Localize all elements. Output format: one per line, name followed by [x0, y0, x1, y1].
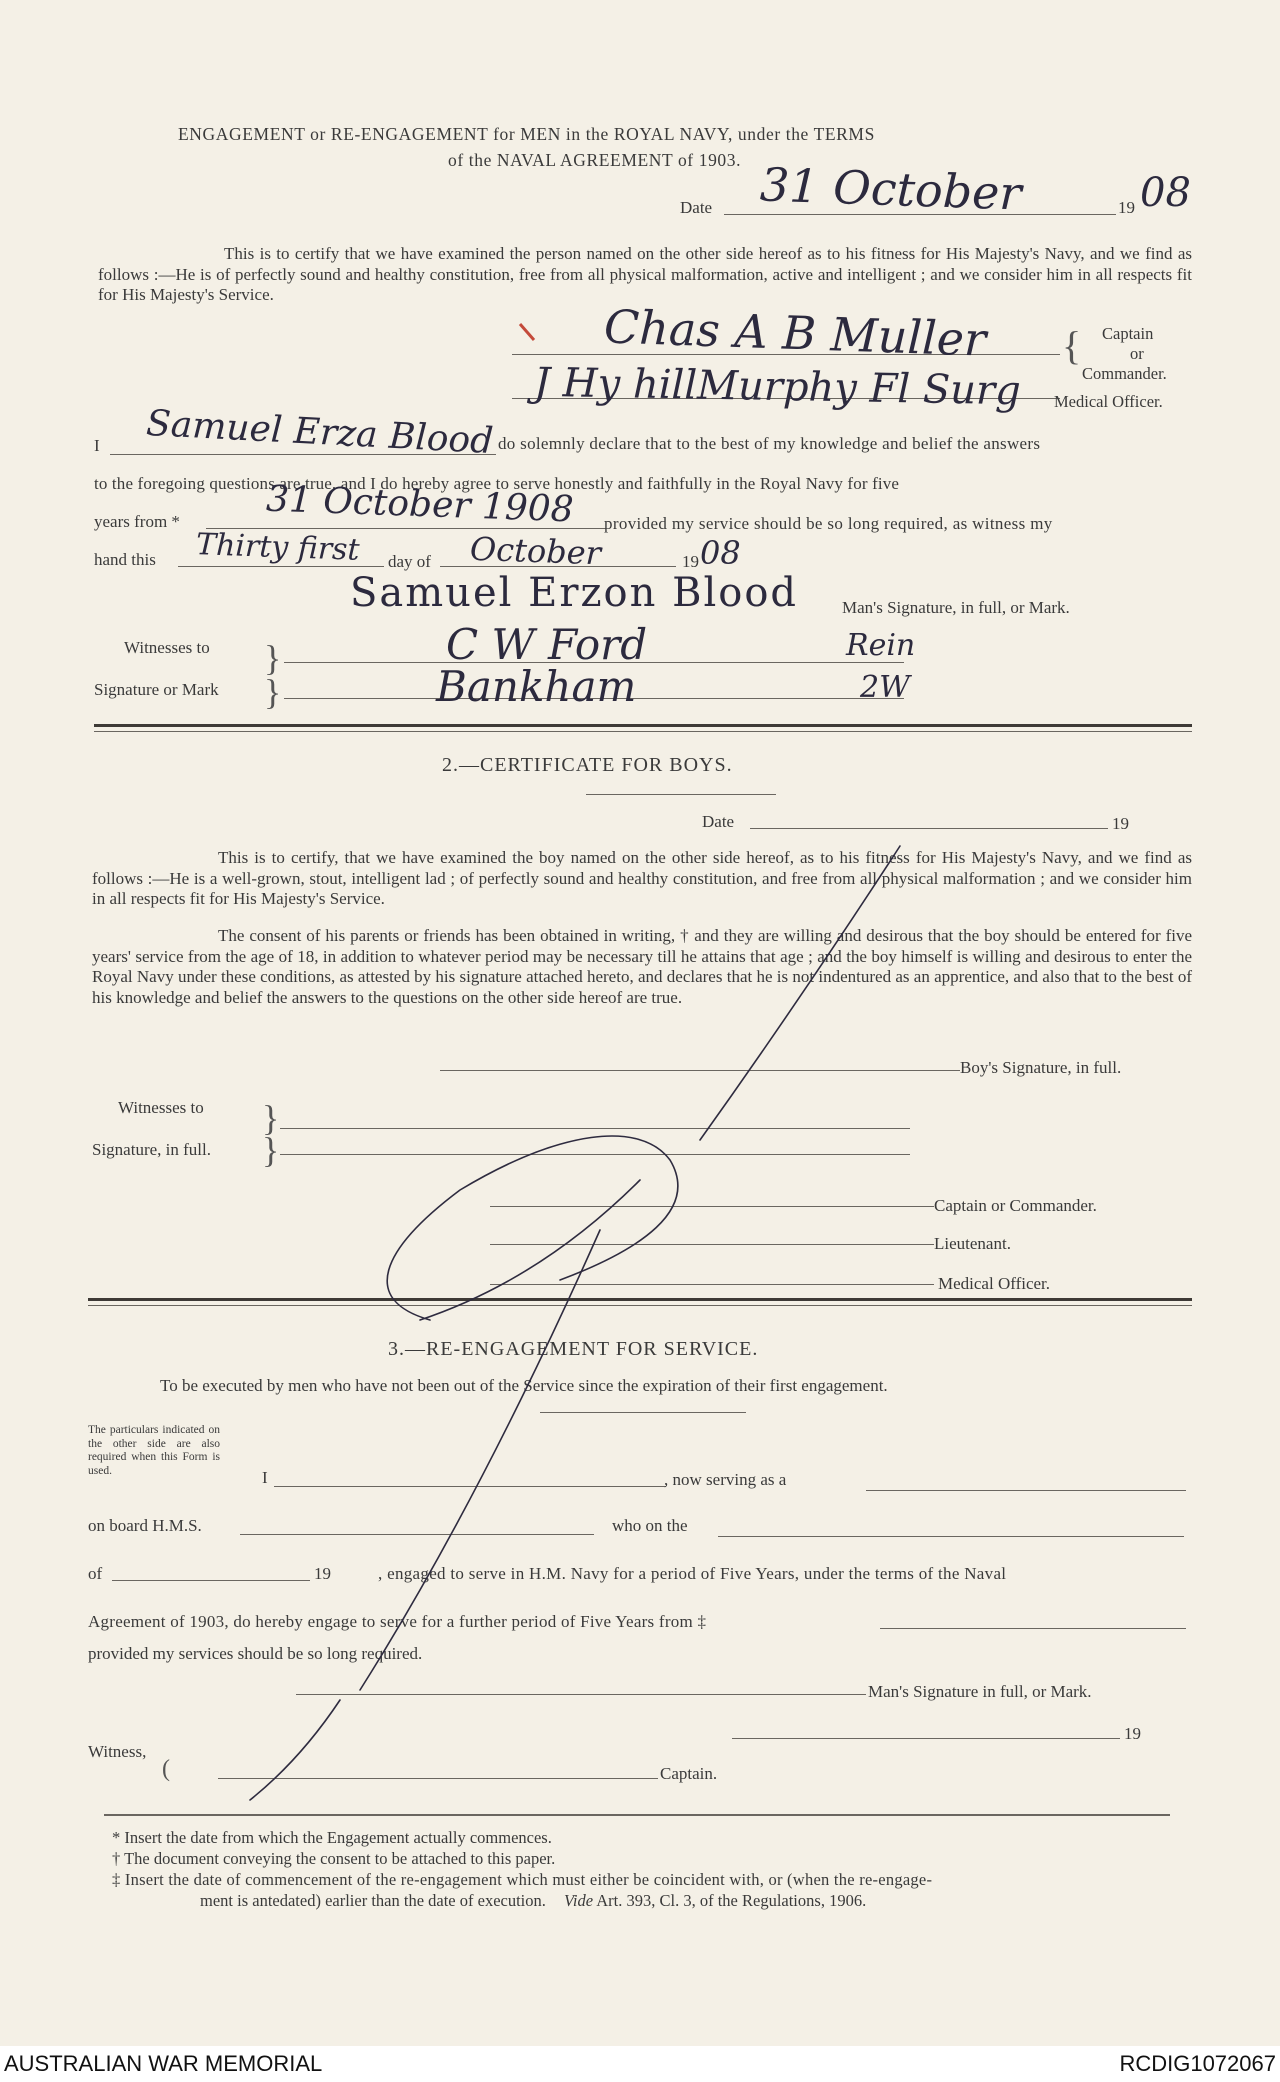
- document-page: ENGAGEMENT or RE-ENGAGEMENT for MEN in the ROYAL NAVY, under the TERMS of the NAVAL AGREEMENT of 1903. Date 31 October 19 08 This is to certify that we have examined the person named on the other side hereof as to his fitness for His Majesty's Navy, and we find as follows :—He is of perfectly sound and healthy constitution, free from all physical malformation, active and intelligent ; and we consider him in all respects fit for His Majesty's Service. Chas A B Muller J Hy hillMurphy Fl Surg { Captain or Commander. Medical Officer. I Samuel Erza Blood do solemnly declare that to the best of my knowledge and belief the answers to the foregoing questions are true, and I do hereby agree to serve honestly and faithfully in the Royal Navy for five years from * 31 October 1908 provided my service should be so long required, as witness my hand this Thirty first day of October 19 08 Samuel Erzon Blood Man's Signature, in full, or Mark. Witnesses to Signature or Mark } } C W Ford Rein Bankham 2W 2.—CERTIFICATE FOR BOYS. Date 19 This is to certify, that we have examined the boy named on the other side hereof, as to his fitness for His Majesty's Navy, and we find as follows :—He is a well-grown, stout, intelligent lad ; of perfectly sound and healthy constitution, and free from all physical malformation ; and we consider him in all respects fit for His Majesty's Service. The consent of his parents or friends has been obtained in writing, † and they are willing and desirous that the boy should be entered for five years' service from the age of 18, in addition to whatever period may be necessary till he attains that age ; and the boy himself is willing and desirous to enter the Royal Navy under these conditions, as attested by his signature attached hereto, and declares that he is not indentured as an apprentice, and also that to the best of his knowledge and belief the answers to the questions on the other side hereof are true. Boy's Signature, in full. Witnesses to Signature, in full. } } Captain or Commander. Lieutenant. Medical Officer. 3.—RE-ENGAGEMENT FOR SERVICE. To be executed by men who have not been out of the Service since the expiration of their first engagement. The particulars indicated on the other side are also required when this Form is used. I , now serving as a on board H.M.S. who on the of 19 , engaged to serve in H.M. Navy for a period of Five Years, under the terms of the Naval Agreement of 1903, do hereby engage to serve for a further period of Five Years from ‡ provided my services should be so long required. Man's Signature in full, or Mark. 19 Witness, ( Captain. * Insert the date from which the Engagement actually commences. † The document conveying the consent to be attached to this paper. ‡ Insert the date of commencement of the re-engagement which must either be coincident with, or (when the re-engage- ment is antedated) earlier than the date of execution. Vide Art. 393, Cl. 3, of the Regulations, 1906.: [0, 0, 1280, 2046]
- section2-date-label: Date: [702, 812, 735, 831]
- boys-captain-label: Captain or Commander.: [934, 1196, 1097, 1215]
- who-on-label: who on the: [612, 1516, 688, 1535]
- commander-label: Commander.: [1082, 364, 1167, 383]
- section3-side-note: The particulars indicated on the other side are also required when this Form is used.: [88, 1424, 220, 1477]
- witnesses-label-1: Witnesses to: [124, 638, 210, 657]
- boys-signature-label: Boy's Signature, in full.: [960, 1058, 1122, 1077]
- reengage-captain-label: Captain.: [660, 1764, 718, 1783]
- or-label: or: [1130, 344, 1144, 363]
- engaged-text: , engaged to serve in H.M. Navy for a period of Five Years, under the terms of the Naval: [378, 1564, 1007, 1583]
- declaration-text-1: do solemnly declare that to the best of my knowledge and belief the answers: [498, 434, 1041, 453]
- declarant-name: Samuel Erza Blood: [145, 402, 495, 463]
- boys-consent-paragraph: The consent of his parents or friends has been obtained in writing, † and they are willing and desirous that the boy should be entered for five years' service from the age of 18, in addition to whatever period may be necessary till he attains that age ; and the boy himself is willing and desirous to enter the Royal Navy under these conditions, as attested by his signature attached hereto, and declares that he is not indentured as an apprentice, and also that to the best of his knowledge and belief the answers to the questions on the other side hereof are true.: [92, 926, 1192, 1007]
- month-handwritten: October: [469, 529, 602, 573]
- declaration-text-2: to the foregoing questions are true, and I do hereby agree to serve honestly and faithfully in the Royal Navy for five: [94, 474, 900, 493]
- day-of-label: day of: [388, 552, 431, 571]
- mans-signature: Samuel Erzon Blood: [350, 570, 799, 616]
- date-year-handwritten: 08: [1140, 170, 1191, 216]
- boys-witnesses-label-1: Witnesses to: [118, 1098, 204, 1117]
- now-serving-label: , now serving as a: [664, 1470, 787, 1489]
- section3-title: 3.—RE-ENGAGEMENT FOR SERVICE.: [388, 1338, 759, 1360]
- captain-signature: Chas A B Muller: [603, 299, 987, 367]
- boys-witnesses-label-2: Signature, in full.: [92, 1140, 211, 1159]
- years-from-label: years from *: [94, 512, 180, 531]
- date-label: Date: [680, 198, 713, 217]
- footnote-1: * Insert the date from which the Engagement actually commences.: [112, 1828, 552, 1847]
- footnote-3-line1: ‡ Insert the date of commencement of the re-engagement which must either be coincident with, or (when the re-engage-: [112, 1870, 933, 1889]
- declaration-text-3: provided my service should be so long required, as witness my: [604, 514, 1053, 533]
- boys-certificate-paragraph: This is to certify, that we have examined the boy named on the other side hereof, as to his fitness for His Majesty's Navy, and we find as follows :—He is a well-grown, stout, intelligent lad ; of perfectly sound and healthy constitution, and free from all physical malformation ; and we consider him in all respects fit for His Majesty's Service.: [92, 848, 1192, 908]
- provided-text: provided my services should be so long required.: [88, 1644, 423, 1663]
- hand-this-label: hand this: [94, 550, 156, 569]
- reengage-i-label: I: [262, 1468, 268, 1487]
- section2-year-prefix: 19: [1112, 814, 1129, 833]
- witness2-note: 2W: [860, 670, 910, 705]
- on-board-label: on board H.M.S.: [88, 1516, 202, 1535]
- medical-officer-label: Medical Officer.: [1054, 392, 1163, 411]
- form-title-line1: ENGAGEMENT or RE-ENGAGEMENT for MEN in the ROYAL NAVY, under the TERMS: [178, 124, 875, 144]
- of-label: of: [88, 1564, 103, 1583]
- archive-caption-right: RCDIG1072067: [1119, 2051, 1276, 2076]
- date-year-prefix: 19: [1118, 198, 1135, 217]
- captain-label: Captain: [1102, 324, 1154, 343]
- witness1-note: Rein: [846, 628, 916, 663]
- declaration-i: I: [94, 436, 100, 455]
- form-title-line2: of the NAVAL AGREEMENT of 1903.: [448, 150, 742, 170]
- footnote-2: † The document conveying the consent to be attached to this paper.: [112, 1849, 556, 1868]
- witnesses-label-2: Signature or Mark: [94, 680, 219, 699]
- boys-lieutenant-label: Lieutenant.: [934, 1234, 1011, 1253]
- mans-signature-label: Man's Signature, in full, or Mark.: [842, 598, 1070, 617]
- reengage-sign-year: 19: [1124, 1724, 1141, 1743]
- day-handwritten: Thirty first: [195, 527, 361, 568]
- agreement-text: Agreement of 1903, do hereby engage to serve for a further period of Five Years from ‡: [88, 1612, 707, 1631]
- reengage-year-prefix: 19: [314, 1564, 331, 1583]
- section2-title: 2.—CERTIFICATE FOR BOYS.: [442, 754, 733, 776]
- sign-year-prefix: 19: [682, 552, 699, 571]
- section3-subtitle: To be executed by men who have not been out of the Service since the expiration of their first engagement.: [160, 1376, 888, 1395]
- date-handwritten: 31 October: [759, 157, 1023, 221]
- medical-signature: J Hy hillMurphy Fl Surg: [533, 359, 1022, 415]
- witness1-signature: C W Ford: [446, 620, 648, 669]
- witness2-signature: Bankham: [436, 662, 637, 711]
- reengage-signature-label: Man's Signature in full, or Mark.: [868, 1682, 1092, 1701]
- sign-year-handwritten: 08: [700, 534, 741, 572]
- witness-brace: }: [264, 638, 282, 678]
- archive-caption-left: AUSTRALIAN WAR MEMORIAL: [4, 2051, 323, 2076]
- certificate-paragraph: This is to certify that we have examined the person named on the other side hereof as to his fitness for His Majesty's Navy, and we find as follows :—He is of perfectly sound and healthy constitution, free from all physical malformation, active and intelligent ; and we consider him in all respects fit for His Majesty's Service.: [98, 244, 1192, 304]
- years-from-handwritten: 31 October 1908: [265, 478, 575, 531]
- boys-medical-label: Medical Officer.: [938, 1274, 1051, 1293]
- footnote-3-line2: ment is antedated) earlier than the date of execution. Vide Art. 393, Cl. 3, of the Regulations, 1906.: [200, 1891, 867, 1910]
- witness-label: Witness,: [88, 1742, 147, 1761]
- bracket-brace: {: [1062, 323, 1082, 368]
